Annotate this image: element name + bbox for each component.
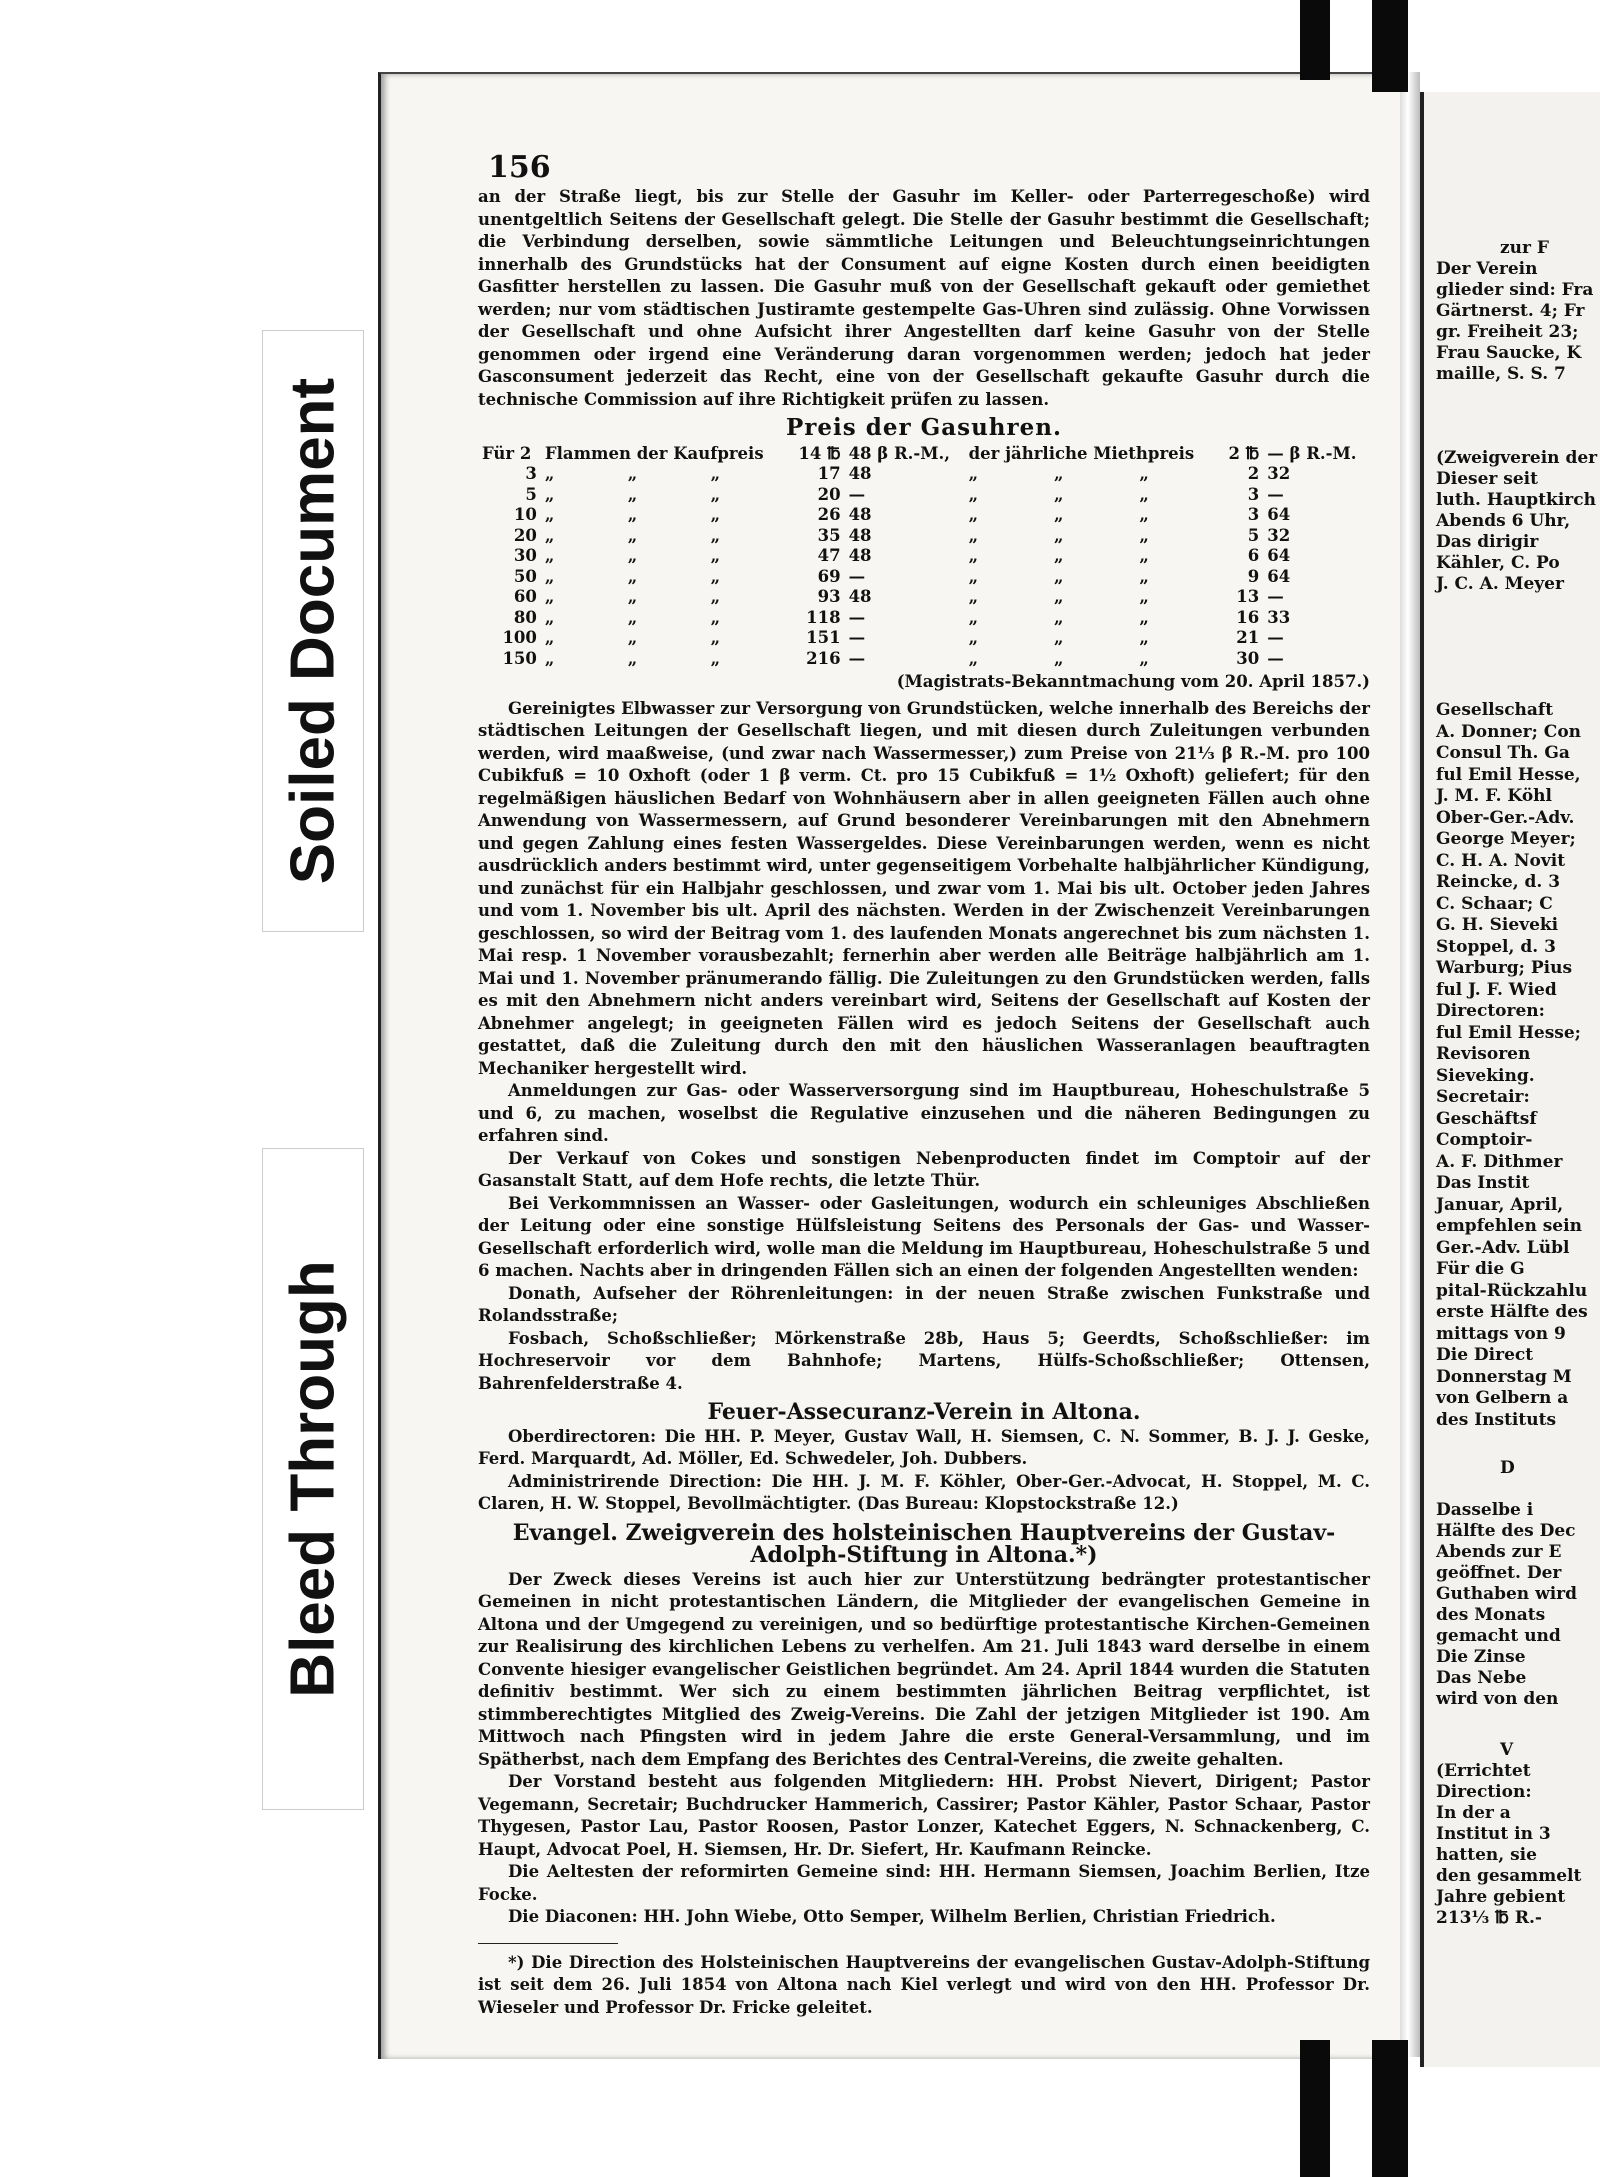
price-table-row — [478, 546, 1370, 567]
right-page-line: Jahre gebient — [1436, 1887, 1566, 1907]
price-table-cell: „ — [1139, 648, 1149, 668]
price-table-cell: 3 — [1247, 505, 1260, 524]
price-table-cell: 30 — [513, 546, 537, 565]
header-cell: Flammen der Kaufpreis — [544, 443, 764, 463]
gustav-paragraph: Der Vorstand besteht aus folgenden Mitgliedern: HH. Probst Nievert, Dirigent; Pastor Vegemann, Secretair; Buchdrucker Hammerich, Cassirer; Pastor Kähler, Pastor Schaar, Pastor Thygesen, Pastor Lau, Pastor Roosen, Pastor Lonzer, Katechet Eggers, N. Schnackenberg, C. Haupt, Advocat Poel, H. Siemsen, Hr. Dr. Siefert, Hr. Kaufmann Reincke. — [478, 1772, 1370, 1859]
header-cell: 14 ℔ — [798, 443, 841, 463]
header-cell: der jährliche Miethpreis — [968, 443, 1195, 463]
price-table-cell: „ — [544, 464, 555, 483]
right-page-line: zur F — [1500, 238, 1549, 258]
right-page-line: D — [1500, 1458, 1515, 1478]
header-cell: Für 2 — [482, 443, 532, 463]
water-paragraph: Gereinigtes Elbwasser zur Versorgung von Grundstücken, welche innerhalb des Bereichs der städtischen Leitungen der Gesellschaft liegen, und mit diesen durch Zuleitungen verbunden werden, wird maaßweise, (und zwar nach Wassermesser,) zum Preise von 21⅓ β R.-M. pro 100 Cubikfuß = 10 Oxhoft (oder 1 β verm. Ct. pro 15 Cubikfuß = 1½ Oxhoft) geliefert; für den regelmäßigen häuslichen Bedarf von Wohnhäusern aber in allen geeigneten Fällen auch ohne Anwendung von Wassermessern, auf Grund besonderer Vereinbarungen mit den Abnehmern und gegen Zahlung eines festen Wassergeldes. Diese Vereinbarungen werden, wenn es nicht ausdrücklich anders bestimmt wird, unter gegenseitigem Vorbehalte halbjährlicher Kündigung, und zunächst für ein Halbjahr geschlossen, und zwar vom 1. Mai bis ult. October jeden Jahres und vom 1. November bis ult. April des nächsten. Werden in der Zwischenzeit Vereinbarungen geschlossen, so wird der Beitrag vom 1. des laufenden Monats angerechnet bis zum nächsten 1. Mai resp. 1 November vorausbezahlt; fernerhin aber werden alle Beiträge halbjährlich am 1. Mai und 1. November pränumerando fällig. Die Zuleitungen zu den Grundstücken werden, falls es mit den Abnehmern nicht anders vereinbart wird, Seitens der Gesellschaft auf Kosten der Abnehmer angelegt; in geeigneten Fällen wird es jedoch Seitens der Gesellschaft auch gestattet, daß die Zuleitung durch den mit den häuslichen Wasseranlagen beauftragten Mechaniker hergestellt wird. — [478, 698, 1370, 1078]
price-table-cell: „ — [627, 505, 638, 524]
price-table-cell: — — [848, 648, 866, 668]
right-page-line: Hälfte des Dec — [1436, 1521, 1576, 1541]
price-table-cell: „ — [544, 525, 555, 545]
price-table-cell: 2 — [1247, 464, 1260, 483]
right-page-line: C. H. A. Novit — [1436, 850, 1566, 871]
price-table-cell: „ — [1054, 484, 1064, 504]
right-page-line: erste Hälfte des — [1436, 1302, 1588, 1322]
price-table-cell: 48 — [848, 587, 872, 606]
price-table-cell: 50 — [513, 566, 537, 586]
price-table-row — [478, 608, 1370, 629]
price-table-cell: „ — [968, 587, 979, 606]
price-table-cell: „ — [1139, 546, 1149, 565]
price-table-cell: — — [848, 566, 866, 586]
right-page-line: maille, S. S. 7 — [1436, 364, 1566, 384]
right-page-line: Dasselbe i — [1436, 1500, 1534, 1520]
price-table-cell: 64 — [1267, 505, 1291, 524]
price-table-cell: „ — [710, 505, 721, 524]
right-page-line: G. H. Sieveki — [1436, 915, 1559, 935]
right-page-line: von Gelbern a — [1436, 1388, 1569, 1408]
price-table-cell: „ — [1054, 546, 1064, 565]
right-page-line: Das dirigir — [1436, 532, 1539, 552]
price-table-cell: „ — [968, 525, 979, 545]
right-page-line: Reincke, d. 3 — [1436, 872, 1561, 892]
right-page-line: Direction: — [1436, 1782, 1532, 1802]
right-page-line: ful J. F. Wied — [1436, 979, 1557, 1000]
price-section-title: Preis der Gasuhren. — [786, 414, 1062, 441]
right-page-line: Warburg; Pius — [1436, 958, 1573, 978]
price-table-cell: „ — [1054, 505, 1064, 524]
price-table-cell: „ — [627, 484, 638, 504]
gustav-paragraph: Der Zweck dieses Vereins ist auch hier zur Unterstützung bedrängter protestantischer Gemeinen in nicht protestantischen Ländern, die Mitglieder der evangelischen Gemeine in Altona und der Umgegend zu vereinigen, und so bedürftige protestantische Kirchen-Gemeinen zur Realisirung des kirchlichen Lebens zu verhelfen. Am 21. Juli 1843 ward derselbe in einem Convente hiesiger evangelischer Geistlichen begründet. Am 24. April 1844 wurden die Statuten definitiv bestimmt. Wer sich zu einem bestimmten jährlichen Beitrag verpflichtet, ist stimmberechtigtes Mitglied des Zweig-Vereins. Die Zahl der jetzigen Mitglieder ist 190. Am Mittwoch nach Pfingsten wird in jedem Jahre die erste General-Versammlung, und im Spätherbst, nach dem Empfang des Berichtes des Central-Vereins, die zweite gehalten. — [478, 1569, 1370, 1769]
right-page-line: des Instituts — [1436, 1409, 1557, 1430]
right-page-line: Guthaben wird — [1436, 1584, 1578, 1604]
right-page-line: hatten, sie — [1436, 1845, 1537, 1865]
right-page-line: Consul Th. Ga — [1436, 743, 1570, 763]
price-table-cell: „ — [968, 648, 979, 668]
price-table-row — [478, 485, 1370, 506]
price-table-row — [478, 464, 1370, 485]
right-page-line: Stoppel, d. 3 — [1436, 936, 1556, 957]
price-table-cell: 33 — [1267, 607, 1291, 627]
price-table-cell: 32 — [1267, 525, 1291, 545]
price-table-cell: „ — [1139, 484, 1149, 504]
price-table-cell: 216 — [806, 648, 841, 668]
right-page-line: (Errichtet — [1436, 1761, 1531, 1781]
price-table-cell: 3 — [1247, 484, 1260, 504]
right-page-line: mittags von 9 — [1436, 1323, 1566, 1344]
coke-paragraph: Der Verkauf von Cokes und sonstigen Nebenproducten findet im Comptoir auf der Gasanstalt Statt, auf dem Hofe rechts, die letzte Thür. — [478, 1148, 1370, 1190]
price-table-cell: „ — [1054, 607, 1064, 627]
right-page-line: den gesammelt — [1436, 1866, 1582, 1886]
price-table-cell: 118 — [806, 607, 841, 627]
price-table-cell: 17 — [817, 464, 841, 483]
right-page-line: ful Emil Hesse, — [1436, 764, 1581, 785]
price-table-cell: 48 — [848, 546, 872, 565]
scan-edge-bar — [1300, 2040, 1330, 2177]
price-table-cell: „ — [544, 648, 555, 668]
staff-paragraph: Donath, Aufseher der Röhrenleitungen: in der neuen Straße zwischen Funkstraße und Rolandsstraße; — [478, 1283, 1370, 1325]
price-table-cell: 93 — [817, 587, 841, 606]
right-page-line: V — [1500, 1740, 1514, 1760]
right-page-line: Kähler, C. Po — [1436, 553, 1560, 573]
price-table-cell: 9 — [1247, 566, 1260, 586]
right-page-line: Gärtnerst. 4; Fr — [1436, 301, 1585, 321]
price-table-header — [478, 444, 1370, 465]
price-table-cell: 6 — [1247, 546, 1260, 565]
right-page-line: Donnerstag M — [1436, 1366, 1572, 1387]
right-page-line: luth. Hauptkirch — [1436, 490, 1596, 510]
price-table-cell: „ — [544, 484, 555, 504]
price-table-cell: 47 — [817, 546, 841, 565]
right-page-line: empfehlen sein — [1436, 1216, 1582, 1236]
right-page-line: Dieser seit — [1436, 469, 1538, 489]
right-page-line: C. Schaar; C — [1436, 893, 1553, 914]
price-table-cell: 10 — [513, 505, 537, 524]
page-number: 156 — [488, 150, 551, 185]
price-table-cell: 3 — [525, 464, 537, 483]
right-page-line: Das Nebe — [1436, 1668, 1527, 1688]
header-cell: — β R.-M. — [1267, 443, 1357, 463]
right-page-line: Januar, April, — [1436, 1194, 1564, 1215]
price-table-cell: — — [1267, 587, 1284, 606]
price-table-cell: „ — [544, 505, 555, 524]
price-table-cell: „ — [627, 648, 638, 668]
price-table-cell: 64 — [1267, 566, 1291, 586]
price-table-cell: „ — [710, 464, 721, 483]
scan-edge-bar — [1372, 0, 1408, 92]
emergency-paragraph: Bei Verkommnissen an Wasser- oder Gasleitungen, wodurch ein schleuniges Abschließen der Leitung oder eine sonstige Hülfsleistung Seitens des Personals der Gas- und Wasser-Gesellschaft erforderlich wird, wolle man die Meldung im Hauptbureau, Hoheschulstraße 5 und 6 machen. Nachts aber in dringenden Fällen sich an einen der folgenden Angestellten wenden: — [478, 1193, 1370, 1280]
intro-paragraph: an der Straße liegt, bis zur Stelle der Gasuhr im Keller- oder Parterregeschoße) wird unentgeltlich Seitens der Gesellschaft gelegt. Die Stelle der Gasuhr bestimmt die Gesellschaft; die Verbindung derselben, sowie sämmtliche Leitungen und Beleuchtungseinrichtungen innerhalb des Grundstücks hat der Consument auf eigne Kosten durch einen beeidigten Gasfitter herstellen zu lassen. Die Gasuhr muß von der Gesellschaft gekauft oder gemiethet werden; nur vom städtischen Justiramte gestempelte Gas-Uhren sind zulässig. Ohne Vorwissen der Gesellschaft und ohne Aufsicht ihrer Angestellten darf keine Gasuhr von der Stelle genommen oder irgend eine Veränderung daran vorgenommen werden; jedoch hat jeder Gasconsument jederzeit das Recht, eine von der Gesellschaft gekaufte Gasuhr durch die technische Commission auf ihre Richtigkeit prüfen zu lassen. — [478, 187, 1370, 409]
price-table-cell: 48 — [848, 464, 872, 483]
price-table-cell: „ — [544, 566, 555, 586]
price-table-cell: „ — [968, 546, 979, 565]
registration-paragraph: Anmeldungen zur Gas- oder Wasserversorgung sind im Hauptbureau, Hoheschulstraße 5 und 6, zu machen, woselbst die Regulative einzusehen und die näheren Bedingungen zu erfahren sind. — [478, 1081, 1370, 1145]
price-table-cell: „ — [968, 607, 979, 627]
gustav-section-title: Evangel. Zweigverein des holsteinischen Hauptvereins der Gustav-Adolph-Stiftung in Altona.*) — [512, 1519, 1336, 1568]
price-table-cell: „ — [627, 525, 638, 545]
footnote-rule — [478, 1943, 618, 1944]
scan-edge-bar — [1300, 0, 1330, 80]
price-table-cell: „ — [710, 525, 721, 545]
price-table-cell: 5 — [1247, 525, 1260, 545]
price-table-cell: — — [1267, 648, 1284, 668]
right-page-line: Ober-Ger.-Adv. — [1436, 807, 1575, 828]
price-table-cell: „ — [1054, 587, 1064, 606]
price-table-cell: „ — [1139, 607, 1149, 627]
price-table-cell: 32 — [1267, 464, 1291, 483]
price-table-cell: 151 — [806, 628, 841, 647]
price-table-cell: „ — [544, 628, 555, 647]
price-table-cell: „ — [710, 566, 721, 586]
price-table-row — [478, 649, 1370, 670]
price-table-cell: 16 — [1236, 607, 1260, 627]
price-table-cell: „ — [1139, 464, 1149, 483]
header-cell: 48 β R.-M., — [848, 443, 951, 463]
right-page-line: A. Donner; Con — [1436, 721, 1582, 742]
right-page-line: Für die G — [1436, 1259, 1525, 1279]
header-cell: 2 ℔ — [1228, 443, 1260, 463]
scan-edge-bar — [1372, 2040, 1408, 2177]
right-page-line: (Zweigverein der — [1436, 448, 1598, 468]
right-page-line: Die Direct — [1436, 1345, 1534, 1365]
price-table-cell: 60 — [513, 587, 537, 606]
right-page-line: Die Zinse — [1436, 1647, 1526, 1667]
price-table-cell: 5 — [525, 484, 537, 504]
price-table-cell: 100 — [502, 628, 537, 647]
soiled-document-label: Soiled Document — [262, 330, 364, 932]
right-page-line: In der a — [1436, 1803, 1511, 1823]
right-page-line: Comptoir- — [1436, 1130, 1533, 1150]
price-table-cell: „ — [627, 587, 638, 606]
right-page-line: Abends zur E — [1436, 1542, 1562, 1562]
price-table-cell: „ — [627, 566, 638, 586]
fire-directors: Oberdirectoren: Die HH. P. Meyer, Gustav Wall, H. Siemsen, C. N. Sommer, B. J. J. Geske, Ferd. Marquardt, Ad. Möller, Ed. Schwedeler, Joh. Dubbers. — [478, 1426, 1370, 1468]
price-table-cell: „ — [544, 607, 555, 627]
right-page-line: George Meyer; — [1436, 829, 1576, 849]
price-table-cell: „ — [968, 566, 979, 586]
price-table-cell: „ — [968, 484, 979, 504]
fire-section-title: Feuer-Assecuranz-Verein in Altona. — [707, 1399, 1141, 1425]
price-table-row — [478, 526, 1370, 547]
price-table-cell: 26 — [817, 505, 841, 524]
staff-paragraph: Fosbach, Schoßschließer; Mörkenstraße 28b, Haus 5; Geerdts, Schoßschließer: im Hochreservoir vor dem Bahnhofe; Martens, Hülfs-Schoßschließer; Ottensen, Bahrenfelderstraße 4. — [478, 1328, 1370, 1393]
bleed-through-label: Bleed Through — [262, 1148, 364, 1810]
price-table-cell: „ — [968, 464, 979, 483]
price-table-cell: „ — [968, 628, 979, 647]
price-table-cell: „ — [710, 484, 721, 504]
price-table-cell: 20 — [817, 484, 841, 504]
price-table-cell: 20 — [513, 525, 537, 545]
right-page-line: Das Instit — [1436, 1173, 1530, 1193]
price-table-cell: — — [848, 628, 866, 647]
scan-background — [0, 0, 44, 2177]
price-table — [478, 444, 1370, 670]
price-table-cell: „ — [1054, 464, 1064, 483]
footnote: *) Die Direction des Holsteinischen Hauptvereins der evangelischen Gustav-Adolph-Stiftung ist seit dem 26. Juli 1854 von Altona nach Kiel verlegt und wird von den HH. Professor Dr. Wieseler und Professor Dr. Fricke geleitet. — [478, 1952, 1370, 2017]
price-table-cell: „ — [627, 628, 638, 647]
right-page-line: Frau Saucke, K — [1436, 343, 1582, 363]
price-table-cell: „ — [710, 628, 721, 647]
right-page-line: Gesellschaft — [1436, 700, 1554, 720]
right-page-line: glieder sind: Fra — [1436, 280, 1594, 300]
right-page-line: Geschäftsf — [1436, 1108, 1537, 1129]
right-page-line: Ger.-Adv. Lübl — [1436, 1237, 1570, 1258]
price-table-cell: 30 — [1236, 648, 1260, 668]
price-table-cell: „ — [968, 505, 979, 524]
price-table-cell: „ — [1139, 587, 1149, 606]
price-table-cell: „ — [1139, 628, 1149, 647]
right-page-line: Sieveking. — [1436, 1065, 1535, 1086]
right-page-line: Abends 6 Uhr, — [1436, 511, 1571, 531]
price-table-cell: „ — [710, 546, 721, 565]
price-table-cell: — — [1267, 628, 1284, 647]
right-page-line: des Monats — [1436, 1605, 1546, 1625]
right-page-line: geöffnet. Der — [1436, 1563, 1562, 1583]
right-page-line: A. F. Dithmer — [1436, 1151, 1563, 1172]
price-table-cell: „ — [710, 648, 721, 668]
right-page-line: Der Verein — [1436, 259, 1538, 279]
price-table-cell: 80 — [513, 607, 537, 627]
right-page-line: Institut in 3 — [1436, 1824, 1551, 1844]
gustav-paragraph: Die Aeltesten der reformirten Gemeine sind: HH. Hermann Siemsen, Joachim Berlien, Itze Focke. — [478, 1862, 1370, 1904]
right-page-line: ful Emil Hesse; — [1436, 1022, 1581, 1043]
price-table-cell: „ — [1139, 505, 1149, 524]
price-table-cell: 150 — [502, 648, 537, 668]
right-page-line: pital-Rückzahlu — [1436, 1280, 1588, 1301]
price-table-row — [478, 505, 1370, 526]
price-table-cell: „ — [627, 607, 638, 627]
fire-admin: Administrirende Direction: Die HH. J. M. F. Köhler, Ober-Ger.-Advocat, H. Stoppel, M. C. Claren, H. W. Stoppel, Bevollmächtigter. (Das Bureau: Klopstockstraße 12.) — [478, 1471, 1370, 1513]
price-table-cell: „ — [544, 546, 555, 565]
price-table-cell: „ — [710, 607, 721, 627]
right-page-line: 213⅓ ℔ R.- — [1436, 1908, 1542, 1928]
price-table-row — [478, 628, 1370, 649]
price-table-cell: — — [848, 607, 866, 627]
price-table-cell: 69 — [817, 566, 841, 586]
price-table-cell: „ — [1054, 648, 1064, 668]
price-table-cell: „ — [1139, 566, 1149, 586]
price-table-cell: „ — [710, 587, 721, 606]
price-table-row — [478, 567, 1370, 588]
page-gutter — [1400, 72, 1420, 2057]
right-page-line: Directoren: — [1436, 1001, 1545, 1021]
gustav-paragraph: Die Diaconen: HH. John Wiebe, Otto Semper, Wilhelm Berlien, Christian Friedrich. — [508, 1907, 1276, 1926]
right-page-line: Revisoren — [1436, 1044, 1531, 1064]
price-table-cell: „ — [1054, 566, 1064, 586]
price-table-cell: „ — [544, 587, 555, 606]
price-table-cell: — — [848, 484, 866, 504]
right-page-line: J. C. A. Meyer — [1436, 574, 1564, 594]
price-table-cell: „ — [1139, 525, 1149, 545]
right-page-line: gr. Freiheit 23; — [1436, 322, 1579, 342]
price-table-cell: 48 — [848, 525, 872, 545]
price-table-cell: „ — [627, 546, 638, 565]
right-page-line: wird von den — [1436, 1689, 1559, 1709]
price-table-cell: 35 — [817, 525, 841, 545]
right-page-line: J. M. F. Köhl — [1436, 786, 1552, 806]
price-table-cell: „ — [1054, 525, 1064, 545]
price-table-cell: 64 — [1267, 546, 1291, 565]
price-table-cell: 21 — [1236, 628, 1260, 647]
main-column — [478, 186, 1370, 2019]
price-note: (Magistrats-Bekanntmachung vom 20. April 1857.) — [896, 672, 1370, 691]
right-page-line: Secretair: — [1436, 1087, 1530, 1107]
price-table-cell: „ — [627, 464, 638, 483]
price-table-cell: 13 — [1236, 587, 1260, 606]
right-page-line: gemacht und — [1436, 1626, 1561, 1646]
price-table-cell: „ — [1054, 628, 1064, 647]
price-table-cell: — — [1267, 484, 1284, 504]
price-table-cell: 48 — [848, 505, 872, 524]
price-table-row — [478, 587, 1370, 608]
